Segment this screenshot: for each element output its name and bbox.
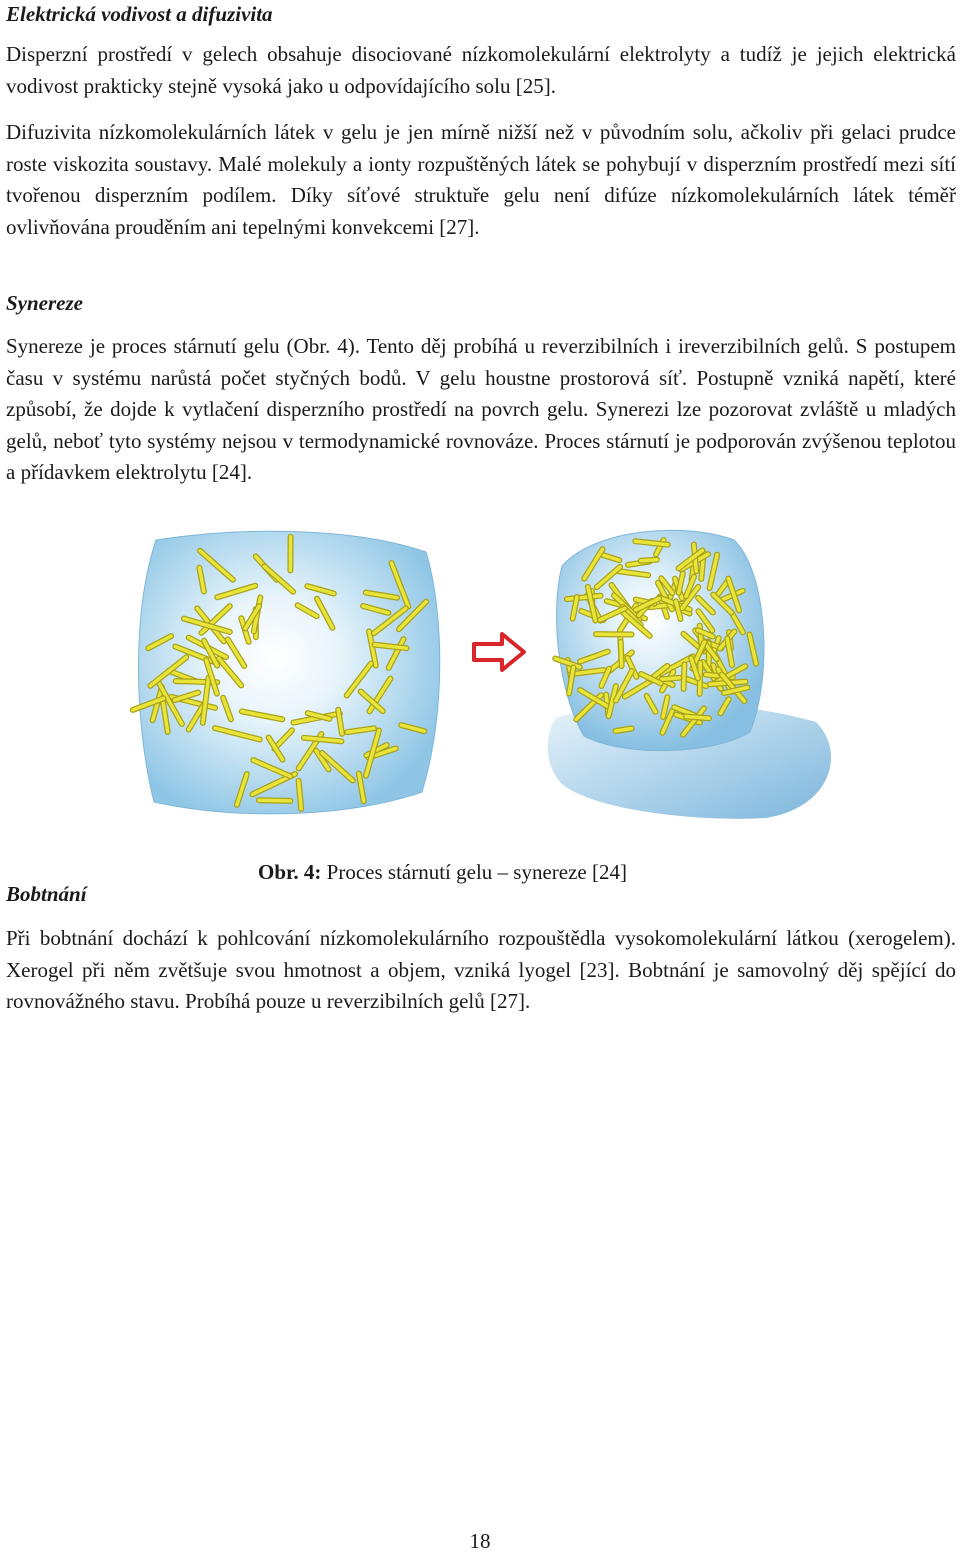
paragraph-conductivity: Disperzní prostředí v gelech obsahuje disociované nízkomolekulární elektrolyty a tudíž je jejich elektrická vodivost prakticky stejně vysoká jako u odpovídajícího solu [25]. (6, 39, 956, 102)
section-heading-synereze: Synereze (6, 289, 83, 317)
figure-gel-aging-illustration (126, 522, 956, 822)
aged-gel-rod (686, 717, 709, 719)
paragraph-synereze: Synereze je proces stárnutí gelu (Obr. 4). Tento děj probíhá u reverzibilních i ireverzibilních gelů. S postupem času v systému narůstá počet styčných bodů. V gelu houstne prostorová síť. Postupně vzniká napětí, které způsobí, že dojde k vytlačení disperzního prostředí na povrch gelu. Synerezi lze pozorovat zvláště u mladých gelů, neboť tyto systémy nejsou v termodynamické rovnováze. Proces stárnutí je podporován zvýšenou teplotou a přídavkem elektrolytu [24]. (6, 331, 956, 489)
aged-gel-rod (621, 642, 622, 666)
aged-gel-rod (616, 729, 632, 732)
figure-caption (258, 857, 627, 887)
paragraph-diffusivity: Difuzivita nízkomolekulárních látek v gelu je jen mírně nižší než v původním solu, ačkoliv při gelaci prudce roste viskozita soustavy. Malé molekuly a ionty rozpuštěných látek se pohybují v disperzním prostředí mezi sítí tvořenou disperzním podílem. Díky síťové struktuře gelu není difúze nízkomolekulárních látek téměř ovlivňována prouděním ani tepelnými konvekcemi [27]. (6, 117, 956, 243)
page-number: 18 (0, 1528, 960, 1554)
aged-gel-rod (684, 665, 685, 689)
aged-gel-network (548, 530, 831, 819)
section-heading-electric: Elektrická vodivost a difuzivita (6, 0, 273, 28)
figure-caption-text: Proces stárnutí gelu – synereze [24] (321, 860, 627, 884)
transition-arrow (474, 634, 524, 670)
aged-gel-rod (641, 560, 657, 561)
aged-gel-rod (662, 678, 680, 680)
section-heading-bobtnani: Bobtnání (6, 880, 87, 908)
young-gel-rod (259, 800, 290, 801)
paragraph-bobtnani: Při bobtnání dochází k pohlcování nízkomolekulárního rozpouštědla vysokomolekulární látkou (xerogelem). Xerogel při něm zvětšuje svou hmotnost a objem, vzniká lyogel [23]. Bobtnání je samovolný děj spějící do rovnovážného stavu. Probíhá pouze u reverzibilních gelů [27]. (6, 923, 956, 1018)
figure-caption-label: Obr. 4: (258, 860, 321, 884)
arrow-right-icon (474, 634, 524, 670)
young-gel-network (133, 531, 440, 814)
